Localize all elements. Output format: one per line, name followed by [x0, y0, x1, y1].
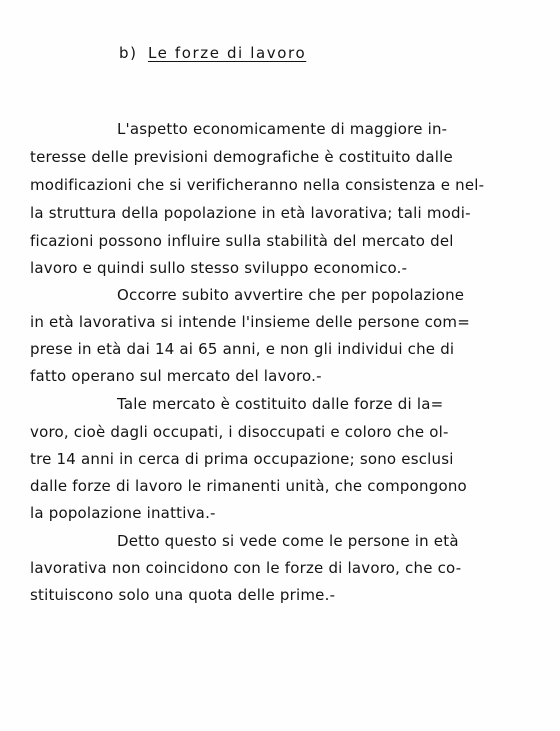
- section-title: Le forze di lavoro: [147, 44, 307, 62]
- paragraph-4-line-2: lavorativa non coincidono con le forze di lavoro, che co-: [30, 559, 462, 577]
- paragraph-2-line-4: fatto operano sul mercato del lavoro.-: [30, 367, 322, 385]
- paragraph-3-line-5: la popolazione inattiva.-: [30, 504, 216, 522]
- paragraph-3-line-3: tre 14 anni in cerca di prima occupazione; sono esclusi: [30, 450, 454, 468]
- paragraph-3-line-1: Tale mercato è costituito dalle forze di la=: [117, 395, 444, 413]
- paragraph-4-line-3: stituiscono solo una quota delle prime.-: [30, 586, 336, 604]
- paragraph-1-line-4: la struttura della popolazione in età lavorativa; tali modi-: [30, 204, 471, 222]
- paragraph-3-line-2: voro, cioè dagli occupati, i disoccupati e coloro che ol-: [30, 423, 449, 441]
- section-label: b): [119, 44, 138, 62]
- paragraph-2-line-1: Occorre subito avvertire che per popolazione: [117, 286, 465, 304]
- paragraph-2-line-3: prese in età dai 14 ai 65 anni, e non gli individui che di: [30, 340, 455, 358]
- paragraph-1-line-6: lavoro e quindi sullo stesso sviluppo economico.-: [30, 259, 408, 277]
- paragraph-2-line-2: in età lavorativa si intende l'insieme delle persone com=: [30, 313, 471, 331]
- section-heading: [119, 44, 306, 62]
- paragraph-1-line-5: ficazioni possono influire sulla stabilità del mercato del: [30, 232, 454, 250]
- paragraph-4-line-1: Detto questo si vede come le persone in età: [117, 532, 459, 550]
- paragraph-3-line-4: dalle forze di lavoro le rimanenti unità, che compongono: [30, 477, 467, 495]
- paragraph-1-line-2: teresse delle previsioni demografiche è costituito dalle: [30, 148, 453, 166]
- paragraph-1-line-1: L'aspetto economicamente di maggiore in-: [117, 120, 448, 138]
- paragraph-1-line-3: modificazioni che si verificheranno nella consistenza e nel-: [30, 176, 485, 194]
